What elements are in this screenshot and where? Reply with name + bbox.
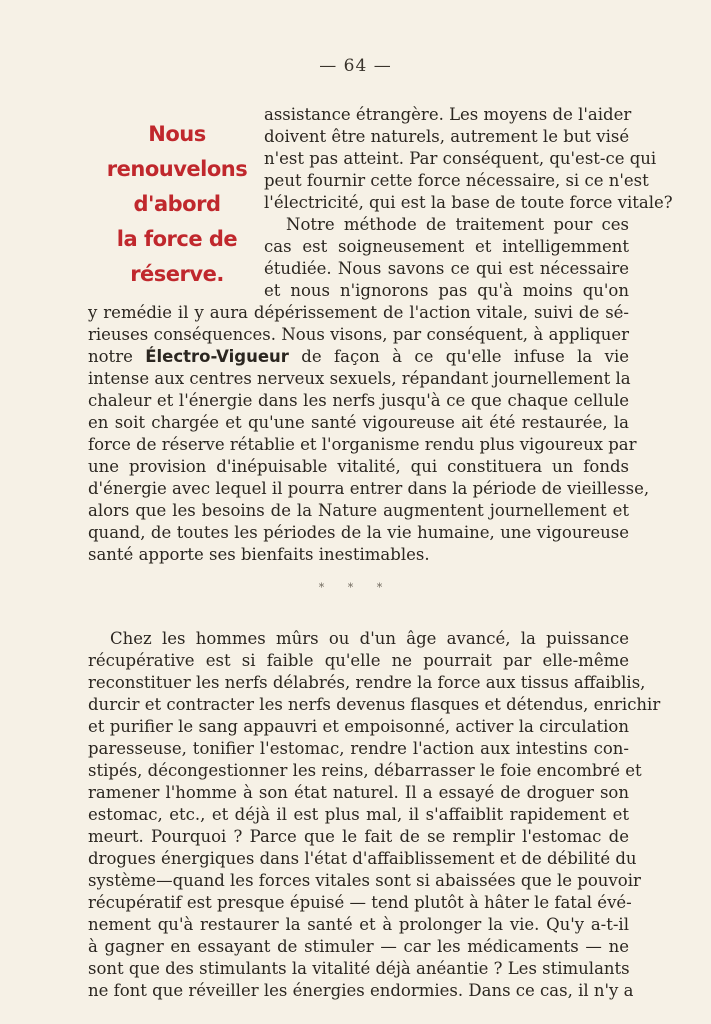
text-line: Notre méthode de traitement pour ces: [286, 215, 629, 234]
side-heading-line: réserve.: [130, 262, 224, 286]
text-line: meurt. Pourquoi ? Parce que le fait de se remplir l'estomac de: [88, 827, 629, 846]
text-line: chaleur et l'énergie dans les nerfs jusqu'à ce que chaque cellule: [88, 391, 629, 410]
section-separator: * * *: [318, 581, 393, 594]
text-line: stipés, décongestionner les reins, débarrasser le foie encombré et: [88, 761, 642, 780]
text-line: alors que les besoins de la Nature augmentent journellement et: [88, 501, 629, 520]
side-heading: [92, 117, 262, 292]
text-line: d'énergie avec lequel il pourra entrer dans la période de vieillesse,: [88, 479, 650, 498]
page-number: — 64 —: [319, 56, 392, 76]
text-line: ramener l'homme à son état naturel. Il a essayé de droguer son: [88, 783, 629, 802]
text-line: y remédie il y aura dépérissement de l'action vitale, suivi de sé-: [88, 303, 629, 322]
side-heading-line: la force de: [116, 227, 238, 251]
text-line: et purifier le sang appauvri et empoisonné, activer la circulation: [88, 717, 629, 736]
text-line: cas est soigneusement et intelligemment: [264, 237, 629, 256]
side-heading-line: d'abord: [133, 192, 221, 216]
text-line: reconstituer les nerfs délabrés, rendre la force aux tissus affaiblis,: [88, 673, 646, 692]
text-line: intense aux centres nerveux sexuels, répandant journellement la: [88, 369, 631, 388]
text-line: drogues énergiques dans l'état d'affaiblissement et de débilité du: [88, 849, 637, 868]
text-line: et nous n'ignorons pas qu'à moins qu'on: [264, 281, 629, 300]
text-line: [88, 346, 629, 368]
text-line: paresseuse, tonifier l'estomac, rendre l'action aux intestins con-: [88, 739, 629, 758]
text-line: nement qu'à restaurer la santé et à prolonger la vie. Qu'y a-t-il: [88, 915, 629, 934]
text-line: l'électricité, qui est la base de toute force vitale?: [264, 193, 673, 212]
text-line: une provision d'inépuisable vitalité, qui constituera un fonds: [88, 457, 629, 476]
text-line: assistance étrangère. Les moyens de l'aider: [264, 105, 632, 124]
side-heading-line: Nous: [148, 122, 206, 146]
text-line: récupérative est si faible qu'elle ne pourrait par elle-même: [88, 651, 629, 670]
text-line: rieuses conséquences. Nous visons, par conséquent, à appliquer: [88, 325, 629, 344]
text-line: à gagner en essayant de stimuler — car les médicaments — ne: [88, 937, 629, 956]
text-line: ne font que réveiller les énergies endormies. Dans ce cas, il n'y a: [88, 981, 634, 1000]
text-line: santé apporte ses bienfaits inestimables.: [88, 545, 430, 564]
text-fragment: notre: [88, 347, 146, 366]
side-heading-line: renouvelons: [106, 157, 248, 181]
text-line: n'est pas atteint. Par conséquent, qu'est-ce qui: [264, 149, 657, 168]
product-name: Électro-Vigueur: [145, 347, 289, 366]
text-line: étudiée. Nous savons ce qui est nécessaire: [264, 259, 629, 278]
text-line: peut fournir cette force nécessaire, si ce n'est: [264, 171, 649, 190]
text-fragment: de façon à ce qu'elle infuse la vie: [288, 347, 630, 366]
text-line: estomac, etc., et déjà il est plus mal, il s'affaiblit rapidement et: [88, 805, 629, 824]
text-line: récupératif est presque épuisé — tend plutôt à hâter le fatal évé-: [88, 893, 632, 912]
text-line: doivent être naturels, autrement le but visé: [264, 127, 630, 146]
text-line: sont que des stimulants la vitalité déjà anéantie ? Les stimulants: [88, 959, 630, 978]
text-line: système—quand les forces vitales sont si abaissées que le pouvoir: [88, 871, 641, 890]
text-line: force de réserve rétablie et l'organisme rendu plus vigoureux par: [88, 435, 637, 454]
text-line: Chez les hommes mûrs ou d'un âge avancé, la puissance: [110, 629, 629, 648]
text-line: quand, de toutes les périodes de la vie humaine, une vigoureuse: [88, 523, 629, 542]
text-line: durcir et contracter les nerfs devenus flasques et détendus, enrichir: [88, 695, 661, 714]
text-line: en soit chargée et qu'une santé vigoureuse ait été restaurée, la: [88, 413, 629, 432]
